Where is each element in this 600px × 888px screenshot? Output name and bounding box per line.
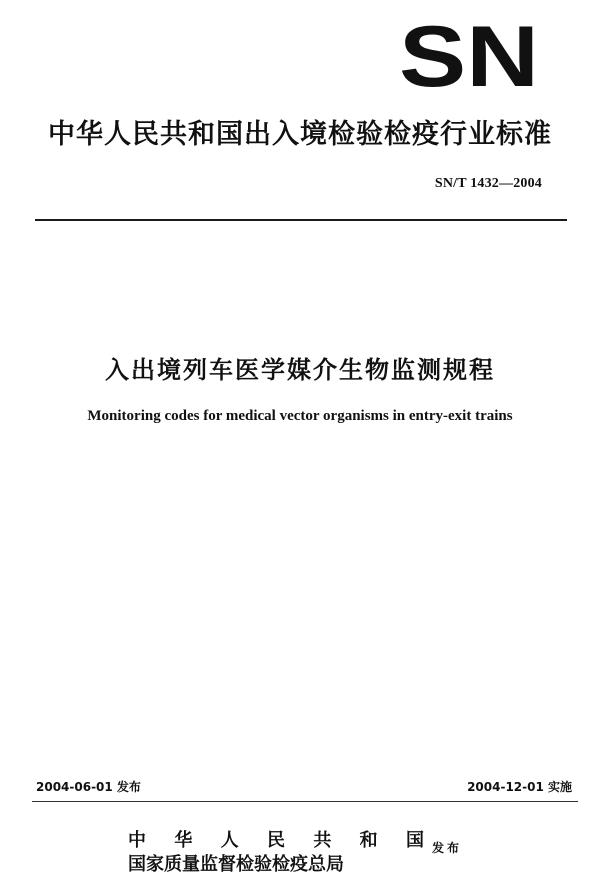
issuer-country: 中华人民共和国	[128, 830, 424, 851]
issue-date: 2004-06-01 发布	[36, 780, 141, 794]
document-title-chinese: 入出境列车医学媒介生物监测规程	[105, 356, 495, 384]
footer-divider	[32, 801, 578, 802]
header-divider	[35, 219, 567, 221]
sn-logo-icon	[396, 18, 542, 94]
document-title-english: Monitoring codes for medical vector organisms in entry-exit trains	[87, 408, 513, 424]
sn-logo	[396, 18, 542, 94]
implementation-date: 2004-12-01 实施	[467, 780, 572, 794]
sn-logo-text: SN	[399, 18, 539, 94]
issuer-agency: 国家质量监督检验检疫总局	[128, 854, 344, 875]
standard-code: SN/T 1432—2004	[434, 176, 542, 191]
release-label: 发布	[432, 841, 463, 855]
standard-category: 中华人民共和国出入境检验检疫行业标准	[48, 119, 552, 150]
